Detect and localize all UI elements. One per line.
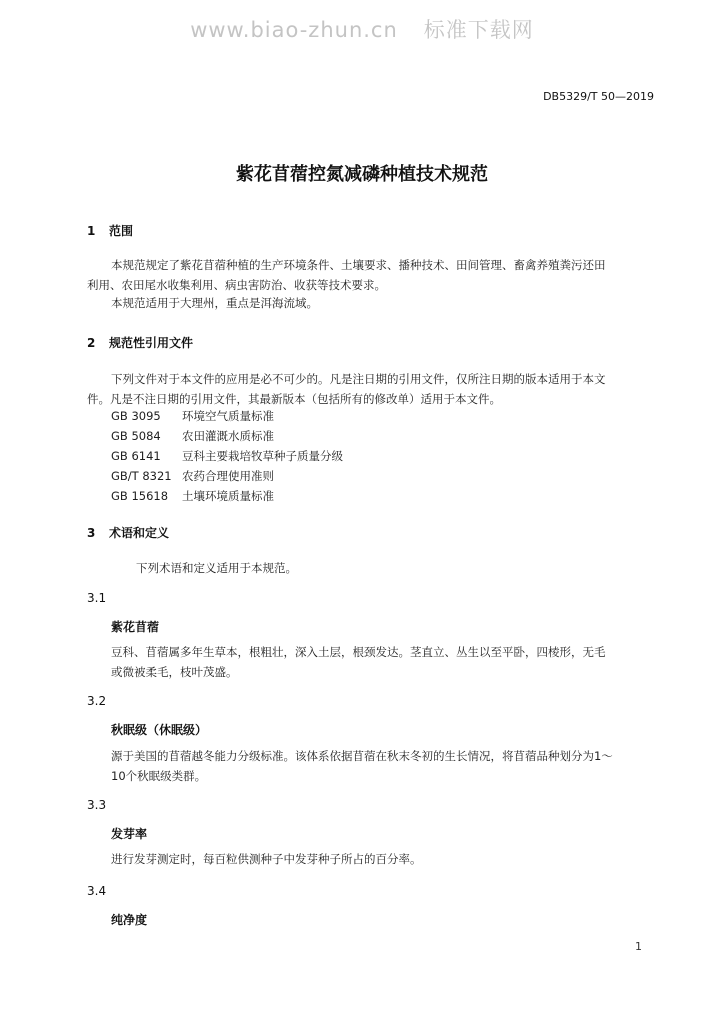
reference-name: 豆科主要栽培牧草种子质量分级 [182, 449, 343, 463]
reference-item [111, 406, 343, 426]
reference-code: GB 15618 [111, 489, 169, 503]
section-2-intro [87, 369, 662, 409]
reference-code: GB 6141 [111, 449, 161, 463]
watermark-url: www.biao-zhun.cn [190, 18, 398, 42]
reference-name: 土壤环境质量标准 [182, 489, 274, 503]
reference-code: GB 5084 [111, 429, 161, 443]
document-title: 紫花苜蓿控氮减磷种植技术规范 [236, 164, 488, 185]
watermark-site-name: 标准下载网 [423, 18, 534, 42]
paragraph-line: 10个秋眠级类群。 [111, 769, 207, 783]
page-number: 1 [635, 940, 642, 953]
reference-list [111, 406, 343, 506]
section-title: 规范性引用文件 [109, 336, 194, 350]
watermark [0, 14, 724, 44]
section-1-heading [87, 222, 133, 239]
term-number: 3.4 [87, 884, 107, 898]
term-name: 发芽率 [111, 827, 148, 841]
reference-name: 农田灌溉水质标准 [182, 429, 274, 443]
section-1-paragraph-2: 本规范适用于大理州，重点是洱海流域。 [111, 296, 318, 310]
paragraph-line: 或微被柔毛，枝叶茂盛。 [111, 665, 238, 679]
reference-item [111, 486, 343, 506]
reference-item [111, 426, 343, 446]
term-name: 紫花苜蓿 [111, 620, 160, 634]
term-definition: 进行发芽测定时，每百粒供测种子中发芽种子所占的百分率。 [111, 852, 422, 866]
reference-item [111, 446, 343, 466]
term-name: 秋眠级（休眠级） [111, 723, 208, 737]
term-number: 3.3 [87, 798, 107, 812]
reference-code: GB/T 8321 [111, 469, 172, 483]
section-1-paragraph-1 [87, 255, 662, 295]
section-2-heading [87, 334, 193, 351]
term-number: 3.1 [87, 591, 107, 605]
section-number: 1 [87, 224, 96, 238]
section-number: 3 [87, 526, 96, 540]
reference-name: 农药合理使用准则 [182, 469, 274, 483]
section-3-intro: 下列术语和定义适用于本规范。 [136, 561, 297, 575]
term-definition [87, 746, 662, 786]
section-number: 2 [87, 336, 96, 350]
paragraph-line: 件。凡是不注日期的引用文件，其最新版本（包括所有的修改单）适用于本文件。 [87, 392, 501, 406]
paragraph-line: 本规范规定了紫花苜蓿种植的生产环境条件、土壤要求、播种技术、田间管理、畜禽养殖粪污还田 [111, 258, 606, 272]
paragraph-line: 源于美国的苜蓿越冬能力分级标准。该体系依据苜蓿在秋末冬初的生长情况，将苜蓿品种划分为1～ [111, 749, 613, 763]
document-number: DB5329/T 50—2019 [543, 90, 654, 103]
paragraph-line: 下列文件对于本文件的应用是必不可少的。凡是注日期的引用文件，仅所注日期的版本适用于本文 [111, 372, 606, 386]
section-title: 术语和定义 [109, 526, 170, 540]
term-number: 3.2 [87, 694, 107, 708]
section-title: 范围 [109, 224, 134, 238]
reference-name: 环境空气质量标准 [182, 409, 274, 423]
reference-item [111, 466, 343, 486]
term-definition [87, 642, 662, 682]
section-3-heading [87, 524, 169, 541]
paragraph-line: 豆科、苜蓿属多年生草本，根粗壮，深入土层，根颈发达。茎直立、丛生以至平卧，四棱形，无毛 [111, 645, 606, 659]
term-name: 纯净度 [111, 913, 148, 927]
paragraph-line: 利用、农田尾水收集利用、病虫害防治、收获等技术要求。 [87, 278, 386, 292]
reference-code: GB 3095 [111, 409, 161, 423]
